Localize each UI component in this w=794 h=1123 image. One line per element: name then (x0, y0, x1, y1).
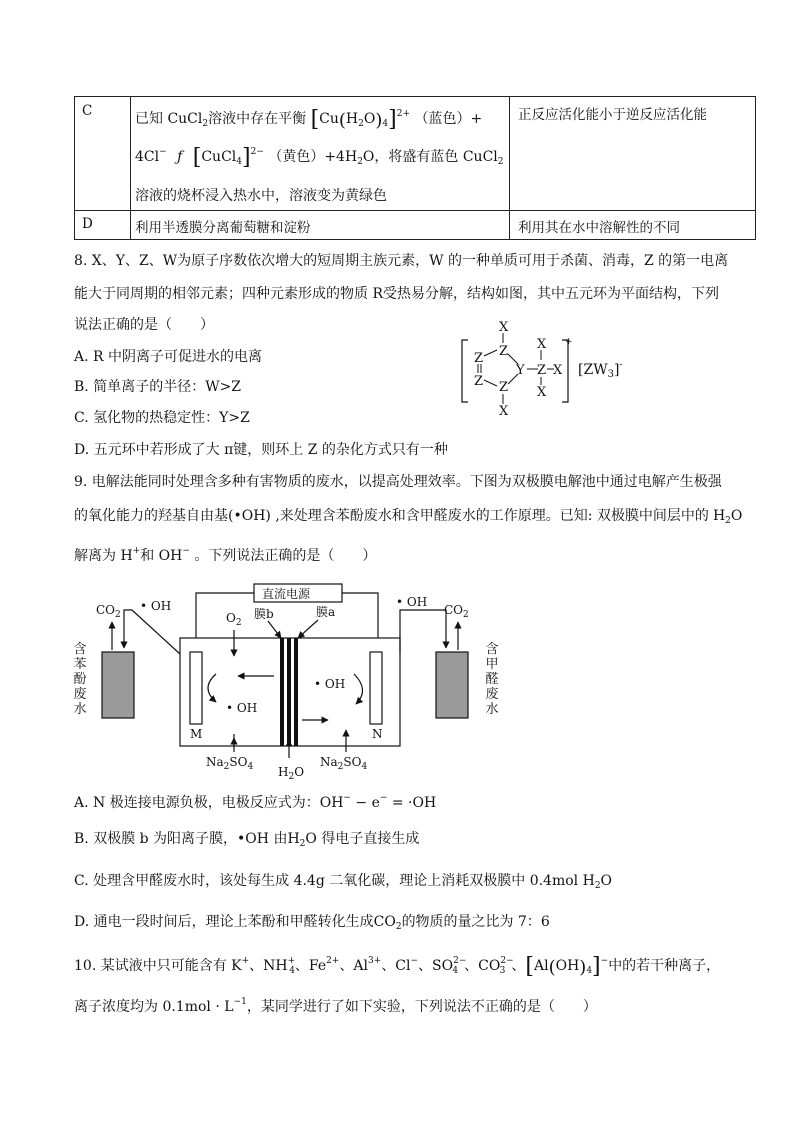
atom-z: Z (537, 363, 547, 378)
na2so4-right: $Na_2SO_4$ (320, 755, 368, 772)
atom-y: Y (516, 363, 525, 378)
co2-right: $CO_2$ (444, 603, 469, 620)
electrode-m-label: M (190, 727, 203, 741)
q9-stem-line3: 解离为 H+和 OH− 。下列说法正确的是（ ） (74, 546, 377, 564)
q8-option-b[interactable]: B. 简单离子的半径：W>Z (74, 379, 242, 395)
atom-x: X (537, 337, 547, 352)
electrolysis-diagram (88, 580, 508, 780)
row-letter: D (75, 211, 131, 240)
atom-z: Z (499, 344, 509, 359)
q8-option-d[interactable]: D. 五元环中若形成了大 π键，则环上 Z 的杂化方式只有一种 (74, 442, 448, 458)
row-reason: 正反应活化能小于逆反应活化能 (510, 97, 756, 211)
q9-option-a[interactable]: A. N 极连接电源负极，电极反应式为：OH− − e− = ·OH (74, 793, 437, 811)
q9-option-d[interactable]: D. 通电一段时间后，理论上苯酚和甲醛转化生成$CO_2$的物质的量之比为 7：6 (74, 914, 550, 932)
q8-option-a[interactable]: A. R 中阴离子可促进水的电离 (74, 349, 263, 365)
co2-left: $CO_2$ (96, 603, 121, 620)
oh-top-right: • OH (396, 595, 428, 609)
membrane-a-label: 膜a (316, 605, 336, 619)
row-reason: 利用其在水中溶解性的不同 (510, 211, 756, 240)
atom-z: Z (499, 380, 509, 395)
atom-x: X (499, 404, 509, 418)
cation-charge: + (565, 337, 573, 347)
oh-left: • OH (140, 599, 172, 613)
q8-stem-line3: 说法正确的是（ ） (74, 317, 214, 333)
membrane-b-label: 膜b (254, 607, 274, 621)
row-content: 已知 CuCl$_2$溶液中存在平衡 $[Cu(H_2O)_4]^{2+}$ （蓝色）+ 4Cl− ƒ [CuCl$_4$]$^{2-}$ （黄色）$+4H_2O$，将盛有蓝色 CuCl$_2$ 溶液的烧杯浸入热水中，溶液变为黄绿色 (131, 97, 510, 211)
q8-stem-line1: 8. X、Y、Z、W为原子序数依次增大的短周期主族元素，W 的一种单质可用于杀菌、消毒，Z 的第一电离 (74, 253, 729, 269)
h2o-label: $H_2O$ (278, 765, 305, 780)
q9-option-c[interactable]: C. 处理含甲醛废水时，该处每生成 4.4g 二氧化碳，理论上消耗双极膜中 0.4mol $H_2O$ (74, 873, 613, 891)
q10-stem-line2: 离子浓度均为 $0.1mol \cdot L^{-1}$，某同学进行了如下实验，下列说法不正确的是（ ） (74, 997, 597, 1015)
q8-option-c[interactable]: C. 氢化物的热稳定性：Y>Z (74, 410, 250, 426)
q8-stem-line2: 能大于同周期的相邻元素；四种元素形成的物质 R受热易分解，结构如图，其中五元环为平面结构，下列 (74, 286, 719, 302)
oh-mid-right: • OH (314, 677, 346, 691)
row-c-line3: 溶液的烧杯浸入热水中，溶液变为黄绿色 (135, 188, 387, 204)
row-content: 利用半透膜分离葡萄糖和淀粉 (131, 211, 510, 240)
atom-x: X (537, 385, 547, 400)
q9-stem-line1: 9. 电解法能同时处理含多种有害物质的废水，以提高处理效率。下图为双极膜电解池中通过电解产生极强 (74, 474, 722, 490)
atom-x: X (499, 320, 509, 335)
na2so4-left: $Na_2SO_4$ (206, 755, 254, 772)
table-row (75, 97, 756, 211)
power-source-label: 直流电源 (262, 587, 311, 601)
atom-x: X (553, 363, 563, 378)
row-letter: C (75, 97, 131, 211)
oh-mid-left: • OH (226, 701, 258, 715)
option-table (74, 96, 756, 240)
phenol-tank-label: 含 苯 酚 废 水 (73, 642, 87, 717)
table-row (75, 211, 756, 240)
o2-label: $O_2$ (226, 611, 242, 628)
anion-label: $[ZW_3]^-$ (578, 360, 623, 380)
formaldehyde-tank-label: 含 甲 醛 废 水 (485, 642, 499, 717)
q9-option-b[interactable]: B. 双极膜 b 为阳离子膜，•OH 由$H_2O$ 得电子直接生成 (74, 831, 420, 849)
q9-stem-line2: 的氧化能力的羟基自由基(•OH) ,来处理含苯酚废水和含甲醛废水的工作原理。已知: 双极膜中间层中的 $H_2O$ (74, 508, 743, 526)
atom-z: Z (474, 351, 484, 366)
r-structure-figure (458, 318, 638, 418)
q10-stem-line1: 10. 某试液中只可能含有 K+、$NH^+_4$、$Fe^{2+}$、$Al^{3+}$、Cl−、$SO^{2-}_4$ 、$CO^{2-}_3$ 、$[Al(OH)_4]^-$中的若干种离子， (74, 954, 721, 979)
atom-z: Z (474, 374, 484, 389)
electrode-n-label: N (372, 727, 383, 741)
